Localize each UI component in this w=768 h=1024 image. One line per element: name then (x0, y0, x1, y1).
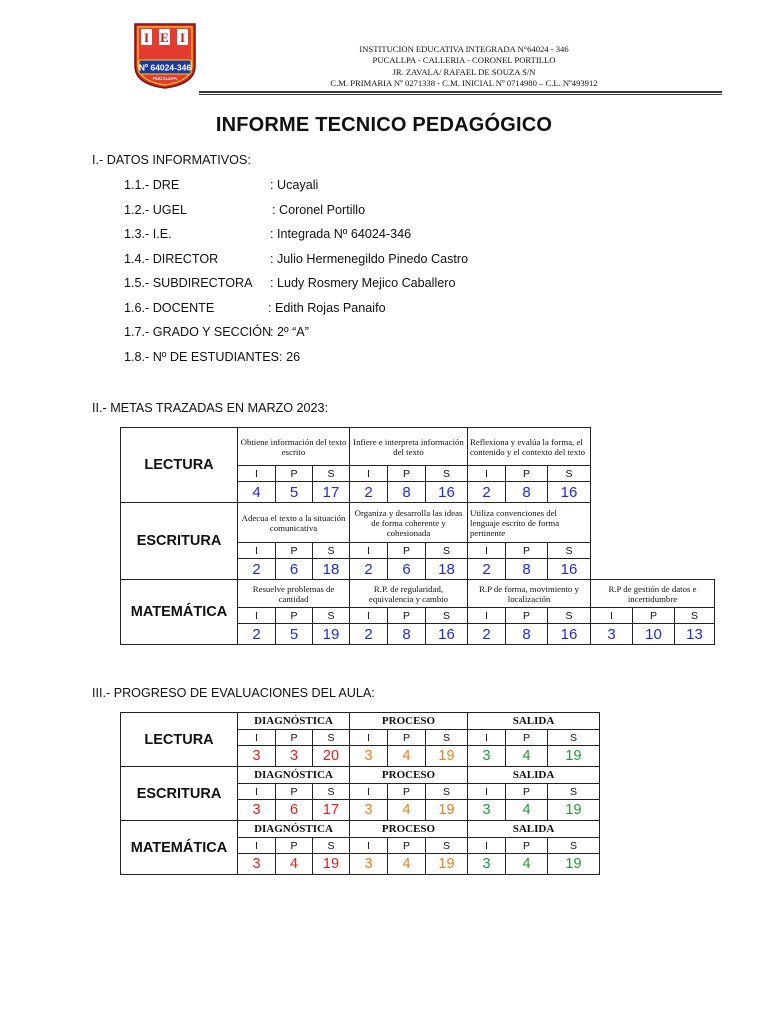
proc-value: 19 (426, 746, 468, 767)
section-2-heading: II.- METAS TRAZADAS EN MARZO 2023: (92, 401, 329, 415)
competency-desc: Reflexiona y evalúa la forma, el contenido y el contexto del texto (468, 428, 591, 466)
level-header: I (468, 730, 506, 746)
school-logo (131, 20, 199, 90)
level-header: P (388, 466, 426, 482)
meta-value: 2 (468, 559, 506, 580)
meta-value: 2 (238, 624, 276, 645)
level-header: P (388, 543, 426, 559)
level-header: I (238, 543, 276, 559)
info-value: 26 (286, 349, 301, 364)
section-1-heading: I.- DATOS INFORMATIVOS: (92, 153, 251, 167)
info-label: 1.1.- DRE (124, 178, 180, 192)
level-header: S (313, 608, 350, 624)
meta-value: 18 (426, 559, 468, 580)
meta-value: 16 (548, 482, 591, 503)
level-header: P (276, 543, 313, 559)
competency-desc: Organiza y desarrolla las ideas de forma coherente y cohesionada (350, 503, 468, 543)
info-value: : Integrada Nº 64024-346 (270, 227, 412, 241)
diag-value: 4 (276, 854, 313, 875)
level-header: I (591, 608, 633, 624)
info-label: 1.2.- UGEL (124, 202, 187, 217)
meta-value: 2 (468, 482, 506, 503)
sal-value: 3 (468, 800, 506, 821)
info-value: : Coronel Portillo (272, 202, 366, 217)
school-codes: C.M. PRIMARIA Nº 0271338 - C.M. INICIAL Nº 0714980 – C.L. Nº493912 (330, 78, 598, 89)
meta-value: 8 (506, 559, 548, 580)
info-label: 1.7.- GRADO Y SECCIÓN (124, 325, 272, 339)
level-header: P (276, 784, 313, 800)
school-name: INSTITUCION EDUCATIVA INTEGRADA N°64024 - 346 (359, 44, 569, 54)
proc-value: 19 (426, 854, 468, 875)
meta-value: 8 (506, 482, 548, 503)
info-label: 1.3.- I.E. (124, 227, 172, 241)
level-header: S (426, 838, 468, 854)
phase-header-proceso: PROCESO (350, 713, 468, 730)
level-header: I (238, 466, 276, 482)
level-header: I (468, 608, 506, 624)
info-row-dre (124, 178, 319, 203)
level-header: P (506, 838, 548, 854)
meta-value: 2 (350, 624, 388, 645)
level-header: S (313, 784, 350, 800)
metas-area-escritura: ESCRITURA (121, 503, 238, 580)
proc-value: 4 (388, 800, 426, 821)
level-header: I (238, 608, 276, 624)
meta-value: 2 (468, 624, 506, 645)
level-header: I (468, 784, 506, 800)
level-header: I (350, 466, 388, 482)
sal-value: 3 (468, 746, 506, 767)
level-header: I (350, 730, 388, 746)
svg-text:I: I (179, 30, 186, 45)
svg-text:E: E (160, 30, 169, 45)
diag-value: 19 (313, 854, 350, 875)
level-header: S (548, 543, 591, 559)
empty-cell (591, 428, 715, 580)
level-header: P (506, 784, 548, 800)
meta-value: 5 (276, 482, 313, 503)
progress-table (120, 712, 600, 875)
metas-area-lectura: LECTURA (121, 428, 238, 503)
school-header (200, 44, 728, 90)
level-header: P (506, 730, 548, 746)
sal-value: 4 (506, 800, 548, 821)
sal-value: 4 (506, 746, 548, 767)
level-header: I (350, 784, 388, 800)
level-header: S (313, 466, 350, 482)
proc-value: 4 (388, 746, 426, 767)
info-row-ugel (124, 202, 366, 228)
meta-value: 3 (591, 624, 633, 645)
level-header: S (313, 543, 350, 559)
meta-value: 2 (350, 559, 388, 580)
level-header: P (388, 784, 426, 800)
level-header: I (238, 784, 276, 800)
meta-value: 16 (426, 624, 468, 645)
info-row-grado (124, 325, 309, 350)
level-header: I (350, 838, 388, 854)
phase-header-diagnostica: DIAGNÓSTICA (238, 713, 350, 730)
level-header: P (276, 608, 313, 624)
meta-value: 5 (276, 624, 313, 645)
phase-header-diagnostica: DIAGNÓSTICA (238, 821, 350, 838)
section-3-heading: III.- PROGRESO DE EVALUACIONES DEL AULA: (92, 686, 375, 700)
sal-value: 4 (506, 854, 548, 875)
level-header: I (468, 543, 506, 559)
meta-value: 8 (506, 624, 548, 645)
phase-header-diagnostica: DIAGNÓSTICA (238, 767, 350, 784)
level-header: I (350, 608, 388, 624)
proc-value: 19 (426, 800, 468, 821)
meta-value: 6 (276, 559, 313, 580)
info-label: 1.5.- SUBDIRECTORA (124, 276, 253, 290)
level-header: I (468, 466, 506, 482)
phase-header-salida: SALIDA (468, 713, 600, 730)
meta-value: 13 (675, 624, 715, 645)
meta-value: 4 (238, 482, 276, 503)
meta-value: 19 (313, 624, 350, 645)
proc-value: 3 (350, 746, 388, 767)
sal-value: 19 (548, 854, 600, 875)
level-header: P (506, 543, 548, 559)
diag-value: 20 (313, 746, 350, 767)
level-header: P (276, 730, 313, 746)
level-header: S (426, 608, 468, 624)
level-header: S (426, 543, 468, 559)
phase-header-proceso: PROCESO (350, 821, 468, 838)
progress-area-escritura: ESCRITURA (121, 767, 238, 821)
competency-desc: Resuelve problemas de cantidad (238, 580, 350, 608)
level-header: S (548, 608, 591, 624)
meta-value: 10 (633, 624, 675, 645)
logo-number: Nº 64024-346 (138, 62, 192, 73)
progress-area-matematica: MATEMÁTICA (121, 821, 238, 875)
competency-desc: R.P de forma, movimiento y localización (468, 580, 591, 608)
info-value: : Ucayali (270, 178, 319, 192)
diag-value: 6 (276, 800, 313, 821)
level-header: P (276, 838, 313, 854)
level-header: S (548, 466, 591, 482)
level-header: S (426, 466, 468, 482)
info-list (124, 178, 469, 374)
metas-area-matematica: MATEMÁTICA (121, 580, 238, 645)
level-header: P (276, 466, 313, 482)
info-row-estudiantes (124, 350, 300, 375)
level-header: P (388, 838, 426, 854)
competency-desc: R.P de gestión de datos e incertidumbre (591, 580, 715, 608)
phase-header-salida: SALIDA (468, 767, 600, 784)
level-header: S (548, 838, 600, 854)
meta-value: 8 (388, 482, 426, 503)
diag-value: 3 (238, 746, 276, 767)
meta-value: 2 (350, 482, 388, 503)
level-header: I (468, 838, 506, 854)
competency-desc: Obtiene información del texto escrito (238, 428, 350, 466)
info-label: 1.4.- DIRECTOR (124, 251, 219, 266)
sal-value: 3 (468, 854, 506, 875)
school-location: PUCALLPA - CALLERIA - CORONEL PORTILLO (372, 55, 556, 66)
level-header: I (238, 838, 276, 854)
level-header: P (506, 466, 548, 482)
info-value: : 2º “A” (270, 325, 309, 339)
level-header: P (633, 608, 675, 624)
progress-area-lectura: LECTURA (121, 713, 238, 767)
info-value: : Ludy Rosmery Mejico Caballero (270, 276, 456, 290)
competency-desc: Infiere e interpreta información del texto (350, 428, 468, 466)
diag-value: 3 (238, 854, 276, 875)
meta-value: 8 (388, 624, 426, 645)
info-value: : Julio Hermenegildo Pinedo Castro (270, 251, 469, 266)
competency-desc: R.P. de regularidad, equivalencia y cambio (350, 580, 468, 608)
diag-value: 17 (313, 800, 350, 821)
school-address: JR. ZAVALA/ RAFAEL DE SOUZA S/N (392, 66, 536, 77)
proc-value: 3 (350, 800, 388, 821)
info-label: 1.6.- DOCENTE (124, 300, 215, 315)
level-header: S (313, 730, 350, 746)
meta-value: 16 (548, 559, 591, 580)
level-header: S (426, 730, 468, 746)
info-label: 1.8.- Nº DE ESTUDIANTES: (124, 349, 283, 364)
info-row-ie (124, 227, 412, 252)
level-header: P (388, 608, 426, 624)
metas-table (120, 427, 715, 645)
meta-value: 17 (313, 482, 350, 503)
sal-value: 19 (548, 800, 600, 821)
meta-value: 16 (548, 624, 591, 645)
level-header: S (313, 838, 350, 854)
level-header: S (675, 608, 715, 624)
level-header: P (506, 608, 548, 624)
competency-desc: Utiliza convenciones del lenguaje escrito de forma pertinente (468, 503, 591, 543)
info-row-subdirectora (124, 276, 456, 301)
sal-value: 19 (548, 746, 600, 767)
level-header: P (388, 730, 426, 746)
phase-header-salida: SALIDA (468, 821, 600, 838)
document-title: INFORME TECNICO PEDAGÓGICO (215, 114, 553, 136)
level-header: S (548, 730, 600, 746)
level-header: S (426, 784, 468, 800)
diag-value: 3 (238, 800, 276, 821)
meta-value: 16 (426, 482, 468, 503)
svg-text:I: I (143, 30, 150, 45)
info-value: : Edith Rojas Panaifo (268, 300, 386, 315)
level-header: I (350, 543, 388, 559)
level-header: I (238, 730, 276, 746)
competency-desc: Adecua el texto a la situación comunicativa (238, 503, 350, 543)
level-header: S (548, 784, 600, 800)
meta-value: 2 (238, 559, 276, 580)
meta-value: 18 (313, 559, 350, 580)
svg-text:PUCALLPA: PUCALLPA (152, 76, 178, 81)
header-divider (199, 91, 722, 95)
meta-value: 6 (388, 559, 426, 580)
proc-value: 3 (350, 854, 388, 875)
phase-header-proceso: PROCESO (350, 767, 468, 784)
info-row-director (124, 251, 469, 277)
info-row-docente (124, 300, 386, 326)
proc-value: 4 (388, 854, 426, 875)
diag-value: 3 (276, 746, 313, 767)
